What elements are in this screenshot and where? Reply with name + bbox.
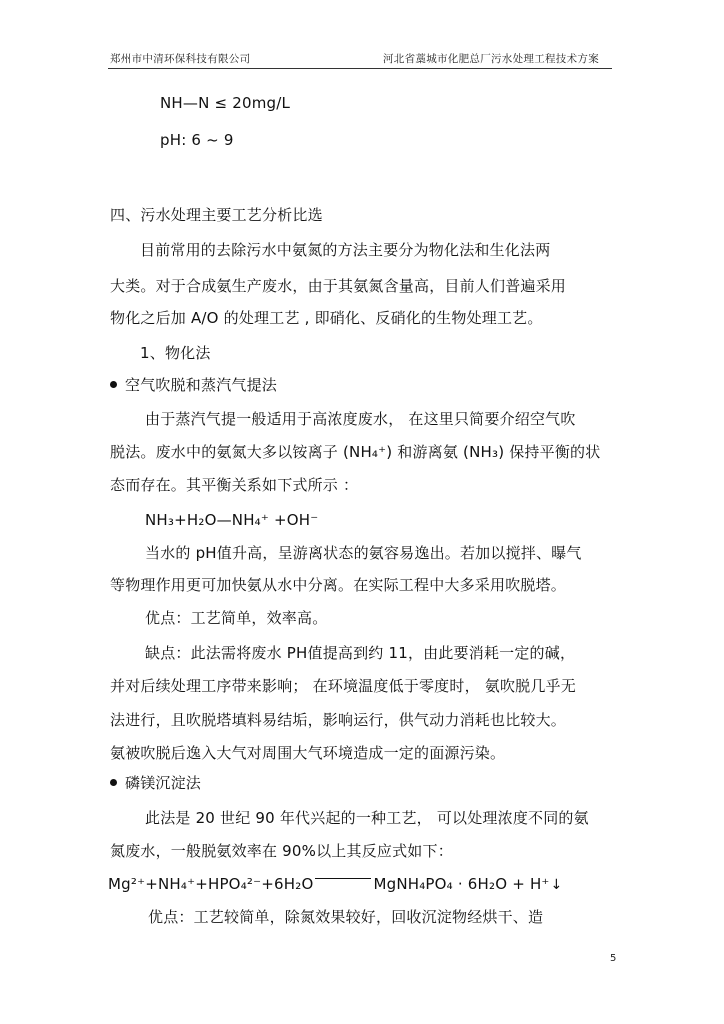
- header-company: 郑州市中清环保科技有限公司: [110, 53, 251, 65]
- paragraph-line: 物化之后加 A/O 的处理工艺 , 即硝化、反硝化的生物处理工艺。: [110, 309, 543, 327]
- header-document-title: 河北省藁城市化肥总厂污水处理工程技术方案: [383, 53, 599, 65]
- spec-nh-n: NH—N ≤ 20mg/L: [160, 94, 291, 112]
- paragraph-line: 由于蒸汽气提一般适用于高浓度废水， 在这里只简要介绍空气吹: [145, 410, 576, 428]
- page-number: 5: [610, 953, 617, 964]
- reaction-arrow-icon: [315, 878, 371, 879]
- equation-2-reactants: Mg²⁺+NH₄⁺+HPO₄²⁻+6H₂O: [108, 875, 314, 893]
- paragraph-line: 态而存在。其平衡关系如下式所示 ：: [110, 476, 359, 494]
- paragraph-line: 并对后续处理工序带来影响； 在环境温度低于零度时， 氨吹脱几乎无: [110, 677, 576, 695]
- paragraph-line: 大类。对于合成氨生产废水，由于其氨氮含量高，目前人们普遍采用: [110, 277, 567, 295]
- subsection-heading: 1、物化法: [140, 344, 211, 362]
- equation-2: [108, 874, 562, 895]
- paragraph-line: 脱法。废水中的氨氮大多以铵离子 (NH₄⁺) 和游离氨 (NH₃) 保持平衡的状: [110, 443, 601, 461]
- paragraph-line: 法进行，且吹脱塔填料易结垢，影响运行，供气动力消耗也比较大。: [110, 711, 567, 729]
- precipitate-arrow-icon: ↓: [550, 877, 563, 893]
- bullet-item: [110, 375, 277, 395]
- advantage-line: 优点：工艺较简单，除氮效果较好，回收沉淀物经烘干、造: [148, 908, 544, 926]
- section-heading: 四、污水处理主要工艺分析比选: [110, 206, 323, 224]
- advantage-line: 优点：工艺简单，效率高。: [145, 609, 328, 627]
- paragraph-line: 此法是 20 世纪 90 年代兴起的一种工艺， 可以处理浓度不同的氨: [145, 809, 589, 827]
- bullet-icon: [110, 381, 117, 388]
- bullet-label: 磷镁沉淀法: [125, 774, 202, 792]
- disadvantage-line: 缺点：此法需将废水 PH值提高到约 11，由此要消耗一定的碱，: [145, 644, 576, 662]
- bullet-item: [110, 773, 201, 793]
- bullet-icon: [110, 779, 117, 786]
- header-divider: [108, 68, 612, 69]
- paragraph-line: 氨被吹脱后逸入大气对周围大气环境造成一定的面源污染。: [110, 744, 506, 762]
- paragraph-line: 当水的 pH值升高，呈游离状态的氨容易逸出。若加以搅拌、曝气: [145, 544, 582, 562]
- paragraph-line: 氮废水，一般脱氨效率在 90%以上其反应式如下：: [110, 842, 453, 860]
- equation-2-products: MgNH₄PO₄ · 6H₂O + H⁺: [373, 875, 550, 893]
- paragraph-line: 等物理作用更可加快氨从水中分离。在实际工程中大多采用吹脱塔。: [110, 576, 567, 594]
- spec-ph: pH: 6 ~ 9: [160, 131, 234, 149]
- equation-1: NH₃+H₂O—NH₄⁺ +OH⁻: [145, 511, 319, 529]
- paragraph-line: 目前常用的去除污水中氨氮的方法主要分为物化法和生化法两: [140, 241, 551, 259]
- bullet-label: 空气吹脱和蒸汽气提法: [125, 376, 278, 394]
